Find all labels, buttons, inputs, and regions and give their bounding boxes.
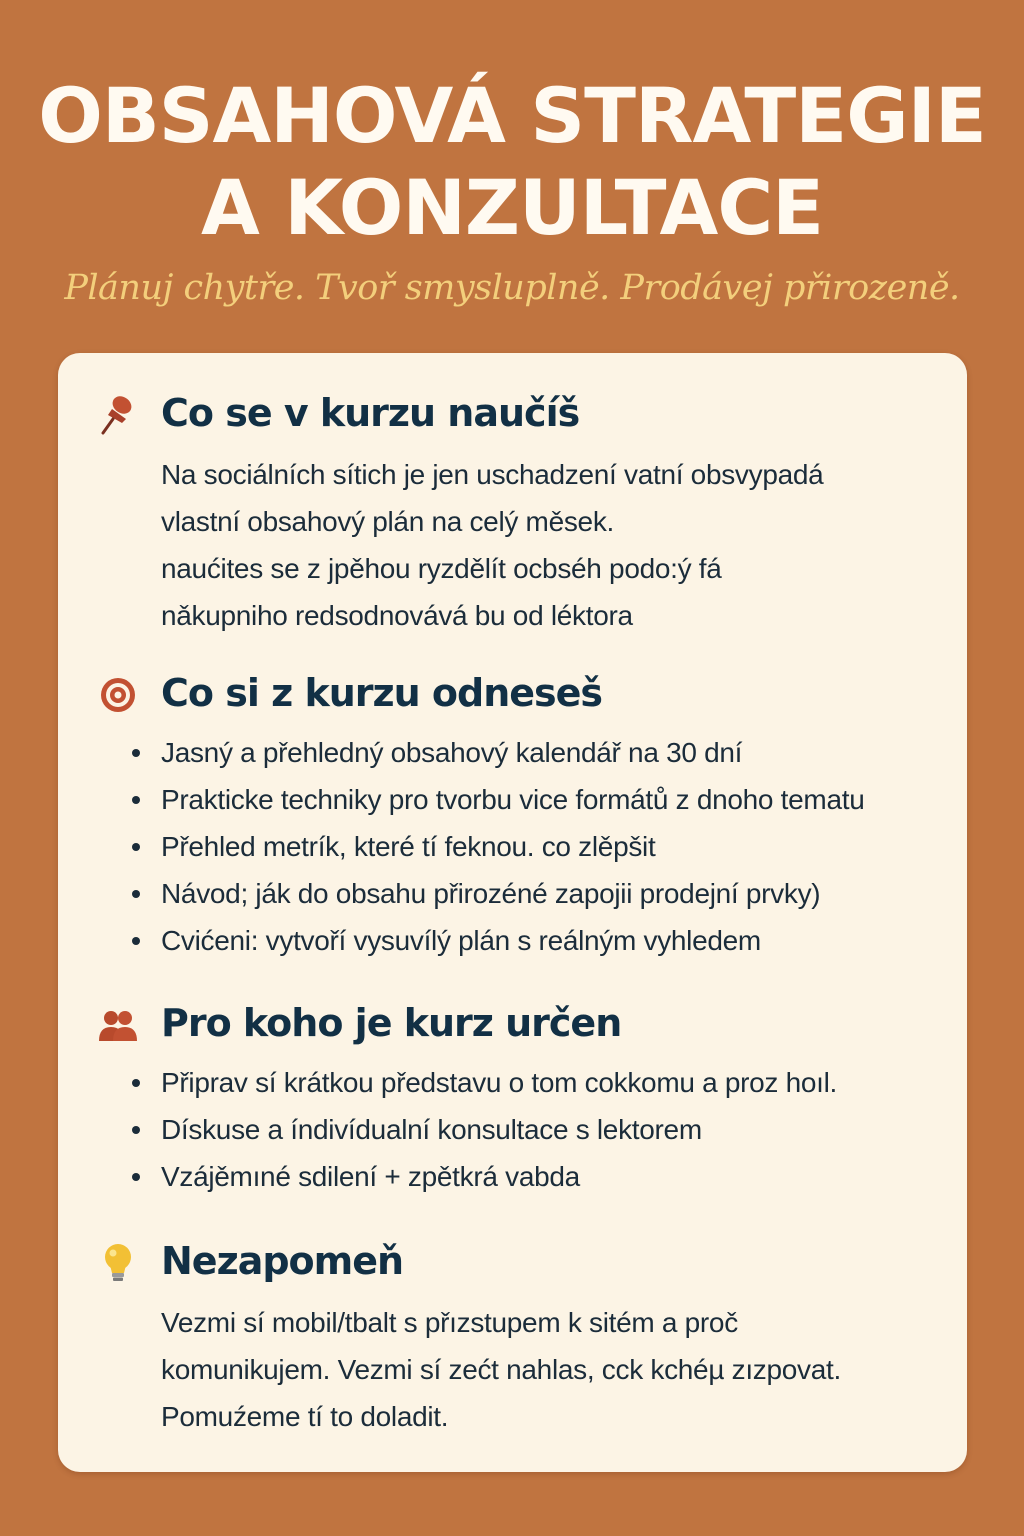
target-icon (98, 673, 138, 717)
list-item (161, 870, 864, 917)
list-item-text: Přehled metrík, které tí feknou. co zlěpšit (161, 831, 656, 862)
bullet-list (161, 729, 864, 964)
list-item (161, 917, 864, 964)
list-item (161, 823, 864, 870)
list-item-text: Prakticke techniky pro tvorbu vice formátů z dnoho tematu (161, 784, 865, 815)
paragraph-line: naućites se z jpěhou ryzdělít ocbséh podo:ý fá (161, 553, 722, 584)
section-paragraph (161, 451, 823, 639)
paragraph-line: Na sociálních sítich je jen uschadzení vatní obsvypadá (161, 459, 824, 490)
list-item-text: Dískuse a índivídualní konsultace s lektorem (161, 1114, 702, 1145)
tagline: Plánuj chytře. Tvoř smysluplně. Prodávej přirozeně. (64, 268, 960, 308)
page-title (0, 70, 1024, 254)
lightbulb-icon (98, 1241, 138, 1285)
list-item-text: Jasný a přehledný obsahový kalendář na 30 dní (161, 737, 743, 768)
content-card (58, 353, 967, 1472)
paragraph-line: komunikujem. Vezmi sí zećt nahlas, cck kchéµ zızpovat. (161, 1354, 841, 1385)
list-item-text: Vzájěmıné sdilení + zpětkrá vabda (161, 1161, 580, 1192)
pushpin-icon (98, 393, 138, 437)
paragraph-line: nǎkupniho redsodnovává bu od léktora (161, 600, 633, 631)
list-item (161, 1153, 837, 1200)
people-icon (98, 1003, 138, 1047)
list-item (161, 776, 864, 823)
bullet-list (161, 1059, 837, 1200)
section-heading: Nezapomeň (161, 1239, 404, 1283)
paragraph-line: Pomuźeme tí to doladit. (161, 1401, 449, 1432)
list-item (161, 729, 864, 776)
section-heading: Co se v kurzu naučíš (161, 391, 580, 435)
list-item-text: Připrav sí krátkou představu o tom cokkomu a proz hoıl. (161, 1067, 838, 1098)
section-heading: Co si z kurzu odneseš (161, 671, 603, 715)
title-line-2: A KONZULTACE (200, 163, 824, 252)
list-item (161, 1059, 837, 1106)
list-item-text: Cvićeni: vytvoří vysuvílý plán s reálným vyhledem (161, 925, 761, 956)
list-item-text: Návod; ják do obsahu přirozéné zapojii prodejní prvky) (161, 878, 821, 909)
section-heading: Pro koho je kurz určen (161, 1001, 622, 1045)
paragraph-line: vlastní obsahový plán na celý měsek. (161, 506, 615, 537)
section-paragraph (161, 1299, 841, 1440)
paragraph-line: Vezmi sí mobil/tbalt s přızstupem k sitém a proč (161, 1307, 738, 1338)
list-item (161, 1106, 837, 1153)
title-line-1: OBSAHOVÁ STRATEGIE (38, 71, 986, 160)
